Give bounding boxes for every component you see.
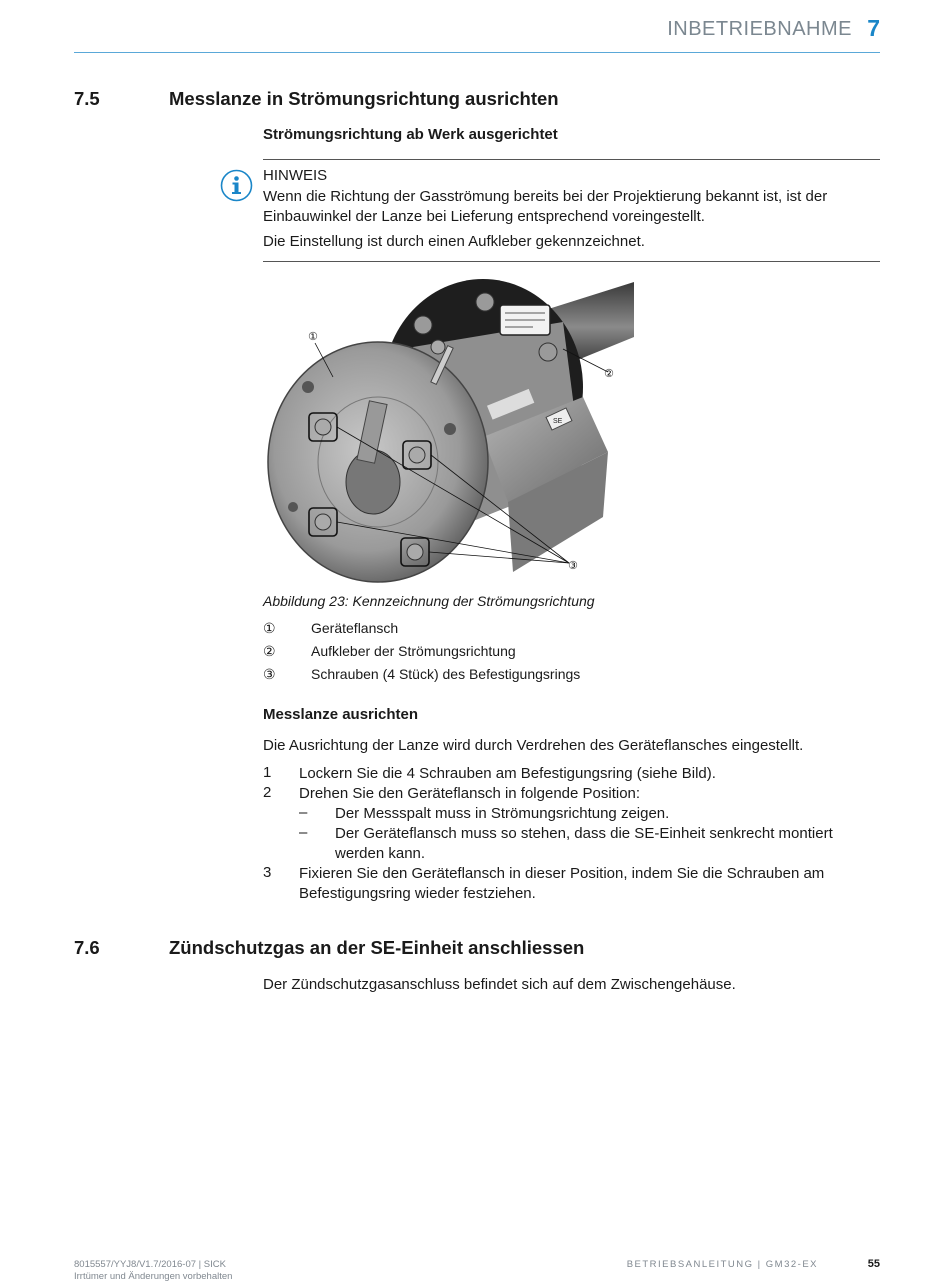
sub-step-text: Der Geräteflansch muss so stehen, dass die SE-Einheit senkrecht montiert — [335, 825, 833, 842]
step-number: 3 — [263, 864, 272, 881]
doc-id: 8015557/YYJ8/V1.7/2016-07 | SICK — [74, 1259, 226, 1270]
header-divider — [74, 52, 880, 53]
notice-text-line: Einbauwinkel der Lanze bei Lieferung entsprechend voreingestellt. — [263, 208, 705, 225]
callout-3: ③ — [568, 559, 578, 572]
step-number: 2 — [263, 784, 272, 801]
footer-left — [74, 1259, 232, 1283]
step-text: Lockern Sie die 4 Schrauben am Befestigungsring (siehe Bild). — [299, 765, 716, 782]
sub-step-text: Der Messspalt muss in Strömungsrichtung zeigen. — [335, 805, 670, 822]
section-paragraph: Der Zündschutzgasanschluss befindet sich auf dem Zwischengehäuse. — [263, 976, 736, 993]
intro-paragraph: Die Ausrichtung der Lanze wird durch Verdrehen des Geräteflansches eingestellt. — [263, 737, 804, 754]
legend-symbol: ① — [263, 620, 276, 636]
sticker-label: SE — [553, 418, 563, 425]
manual-name: BETRIEBSANLEITUNG | GM32-EX — [626, 1259, 818, 1270]
legend-text: Aufkleber der Strömungsrichtung — [311, 643, 516, 659]
legend-item — [263, 666, 580, 683]
subheading: Messlanze ausrichten — [263, 706, 419, 723]
figure-caption: Abbildung 23: Kennzeichnung der Strömungsrichtung — [263, 593, 595, 609]
step-text: Fixieren Sie den Geräteflansch in dieser Position, indem Sie die Schrauben am — [299, 865, 825, 882]
legend-symbol: ③ — [263, 666, 276, 682]
section-title: Zündschutzgas an der SE-Einheit anschliessen — [169, 937, 585, 958]
notice-top-rule — [263, 159, 880, 160]
chapter-number: 7 — [867, 15, 880, 41]
section-title: Messlanze in Strömungsrichtung ausrichten — [169, 88, 559, 109]
legend-item — [263, 643, 516, 660]
info-icon — [220, 169, 253, 202]
notice-text-line: Die Einstellung ist durch einen Aufkleber gekennzeichnet. — [263, 233, 645, 250]
callout-2: ② — [604, 367, 614, 380]
step-text: Befestigungsring wieder festziehen. — [299, 885, 536, 902]
step-number: 1 — [263, 764, 272, 781]
legend-text: Geräteflansch — [311, 620, 399, 636]
section-number: 7.5 — [74, 88, 100, 109]
sub-step-dash: – — [299, 824, 308, 841]
sub-step-text: werden kann. — [335, 845, 426, 862]
notice-label: HINWEIS — [263, 167, 328, 184]
section-number: 7.6 — [74, 937, 100, 958]
notice-text-line: Wenn die Richtung der Gasströmung bereits bei der Projektierung bekannt ist, ist der — [263, 188, 828, 205]
disclaimer: Irrtümer und Änderungen vorbehalten — [74, 1271, 233, 1282]
device-flange-photo — [263, 277, 634, 583]
legend-symbol: ② — [263, 643, 276, 659]
callout-1: ① — [308, 330, 318, 343]
sub-step-dash: – — [299, 804, 308, 821]
subheading: Strömungsrichtung ab Werk ausgerichtet — [263, 126, 558, 143]
page-number: 55 — [867, 1258, 880, 1270]
legend-item — [263, 620, 398, 637]
step-text: Drehen Sie den Geräteflansch in folgende Position: — [299, 785, 641, 802]
notice-bottom-rule — [263, 261, 880, 262]
legend-text: Schrauben (4 Stück) des Befestigungsrings — [311, 666, 581, 682]
chapter-title: INBETRIEBNAHME — [667, 18, 852, 40]
